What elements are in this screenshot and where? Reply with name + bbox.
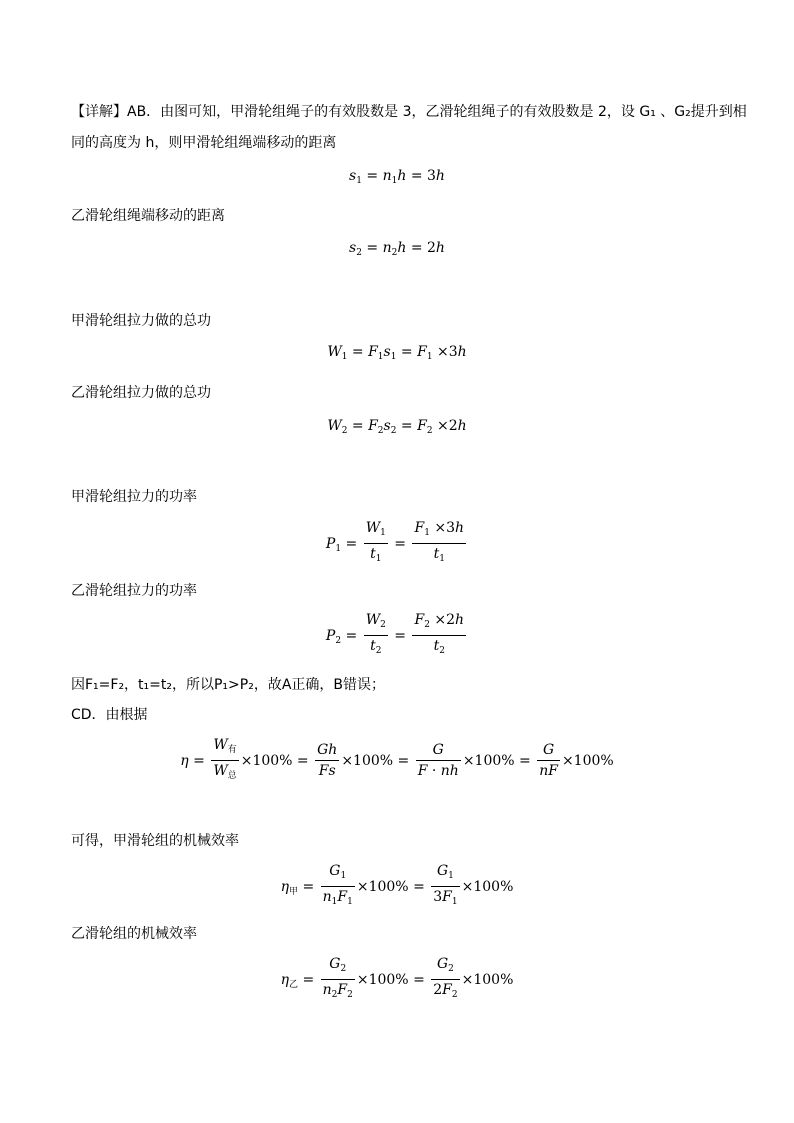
paragraph-work-b: 乙滑轮组拉力做的总功 — [71, 385, 211, 401]
equation-eta-a-text: $\eta_甲$ = $\frac{G_1}{n_1F_1}$ ×100% = $\frac{G_1}{3F_1}$ ×100% — [280, 863, 514, 907]
equation-eta-a — [0, 862, 794, 911]
equation-s2-text: $s_2 = n_2h = 2h$ — [349, 240, 445, 258]
paragraph-rope-distance-b: 乙滑轮组绳端移动的距离 — [71, 208, 225, 224]
paragraph-efficiency-b: 乙滑轮组的机械效率 — [71, 926, 197, 942]
equation-p2 — [0, 611, 794, 660]
paragraph-work-a: 甲滑轮组拉力做的总功 — [71, 313, 211, 329]
paragraph-conclusion-ab: 因F₁=F₂，t₁=t₂，所以P₁>P₂，故A正确，B错误； — [71, 677, 386, 693]
equation-eta-b — [0, 955, 794, 1004]
equation-s2 — [0, 240, 794, 258]
equation-s1 — [0, 168, 794, 186]
equation-p2-text: $P_2$ = $\frac{W_2}{t_2}$ = $\frac{F_2 \times 2h}{t_2}$ — [325, 612, 465, 656]
equation-efficiency — [0, 736, 794, 785]
equation-efficiency-text: η = $\frac{W_有}{W_总}$ ×100% = $\frac{Gh}{Fs}$ ×100% = $\frac{G}{F \cdot nh}$ ×100% = $\frac{G}{nF}$ ×100% — [180, 737, 614, 781]
paragraph-intro-2: 同的高度为 h，则甲滑轮组绳端移动的距离 — [71, 135, 337, 151]
paragraph-intro-1: 【详解】AB．由图可知，甲滑轮组绳子的有效股数是 3，乙滑轮组绳子的有效股数是 2，设 G₁ 、G₂提升到相 — [71, 104, 747, 120]
equation-s1-text: $s_1 = n_1h = 3h$ — [349, 168, 445, 186]
equation-w1 — [0, 344, 794, 362]
paragraph-power-a: 甲滑轮组拉力的功率 — [71, 489, 197, 505]
equation-p1 — [0, 519, 794, 568]
paragraph-efficiency-a: 可得，甲滑轮组的机械效率 — [71, 833, 239, 849]
equation-w2-text: $W_2 = F_2s_2 = F_2 \times 2h$ — [327, 418, 467, 436]
paragraph-cd-intro: CD．由根据 — [71, 707, 148, 723]
equation-w2 — [0, 418, 794, 436]
equation-w1-text: $W_1 = F_1s_1 = F_1 \times 3h$ — [327, 344, 467, 362]
equation-p1-text: $P_1$ = $\frac{W_1}{t_1}$ = $\frac{F_1 \times 3h}{t_1}$ — [325, 520, 465, 564]
equation-eta-b-text: $\eta_乙$ = $\frac{G_2}{n_2F_2}$ ×100% = $\frac{G_2}{2F_2}$ ×100% — [280, 956, 514, 1000]
paragraph-power-b: 乙滑轮组拉力的功率 — [71, 583, 197, 599]
